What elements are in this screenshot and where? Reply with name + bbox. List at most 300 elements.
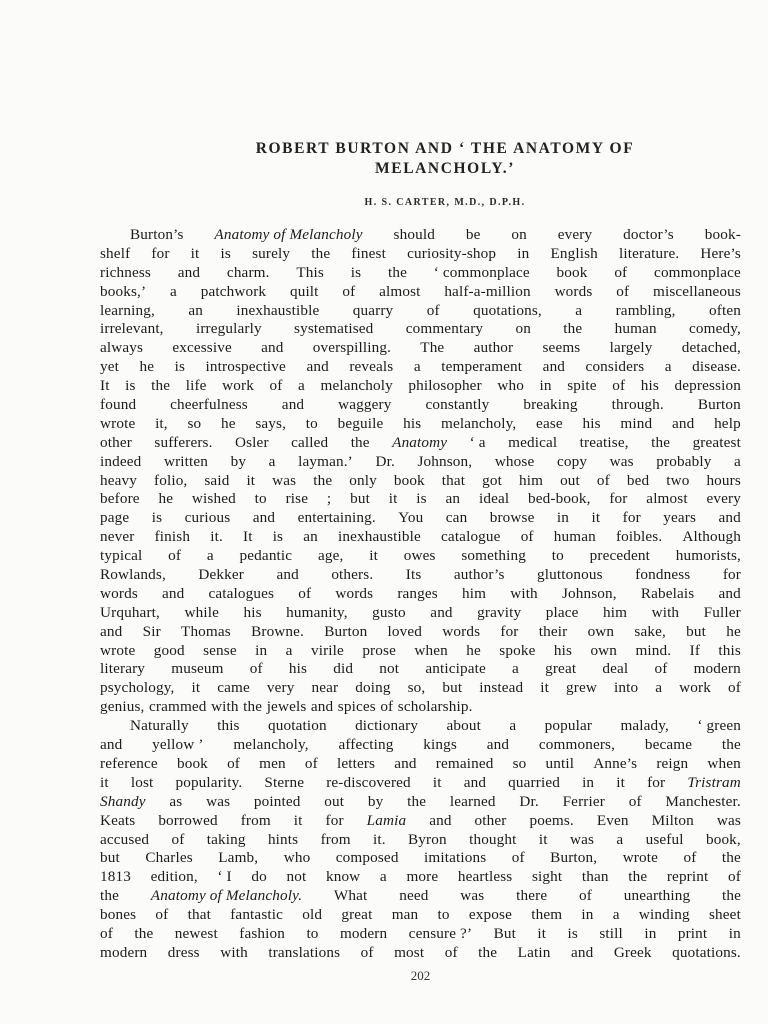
word: beguile (337, 414, 384, 432)
word: grew (566, 679, 597, 697)
word: got (482, 471, 503, 489)
word: taking (206, 830, 246, 848)
word: Urquhart, (100, 603, 160, 621)
word: for (609, 490, 628, 508)
word: of (628, 792, 642, 810)
word: gusto (372, 603, 406, 621)
word: fantastic (230, 906, 284, 924)
word: catalogue (441, 528, 501, 546)
word: the (134, 924, 154, 942)
word: of (579, 887, 592, 905)
text-line (100, 642, 741, 661)
word: who (283, 849, 311, 867)
word: two (666, 471, 690, 489)
word: systematised (294, 320, 374, 338)
word: in (728, 924, 741, 942)
word: quarry (352, 301, 394, 319)
word: sense (203, 641, 237, 659)
word: own (590, 641, 618, 659)
word: half-a-million (444, 282, 531, 300)
text-line (100, 453, 741, 472)
word: is (350, 263, 362, 281)
word: words (335, 584, 374, 602)
word: kings (423, 736, 457, 754)
word: ; (326, 490, 332, 508)
word: for (151, 244, 170, 262)
word: the (721, 887, 741, 905)
word: pointed (253, 792, 301, 810)
word: his (553, 641, 573, 659)
word: called (291, 433, 329, 451)
word: jewels (266, 698, 307, 716)
word: waggery (338, 396, 392, 414)
word: entertaining. (297, 509, 376, 527)
word: the (100, 887, 120, 905)
italic-word: Anatomy (392, 433, 448, 451)
word: and (671, 414, 695, 432)
word: ease (536, 414, 563, 432)
word: dictionary (355, 717, 419, 735)
word: virile (310, 641, 344, 659)
word: and (486, 736, 510, 754)
word: is (174, 358, 186, 376)
word: inexhaustible (337, 528, 421, 546)
word: was (569, 830, 595, 848)
word: him (519, 471, 544, 489)
word: but (686, 622, 707, 640)
word: the (350, 433, 370, 451)
word: inexhaustible (236, 301, 320, 319)
word: charm. (226, 263, 270, 281)
word: wished (191, 490, 236, 508)
word: so (512, 754, 527, 772)
word: quarried (508, 773, 560, 791)
article-title (100, 139, 768, 179)
word: browse (489, 509, 535, 527)
word: a (664, 358, 672, 376)
text-line (100, 698, 741, 717)
word: sake, (634, 622, 666, 640)
word: ‘ I (217, 868, 232, 886)
word: than (581, 868, 609, 886)
text-line (100, 660, 741, 679)
word: yet (100, 358, 120, 376)
word: temperament (441, 358, 523, 376)
word: the (721, 736, 741, 754)
word: indeed (100, 452, 142, 470)
word: 1813 (100, 868, 131, 886)
word: learning, (100, 301, 155, 319)
word: it (538, 830, 548, 848)
word: great (341, 906, 373, 924)
word: modern (693, 660, 741, 678)
word: bed-book, (528, 490, 591, 508)
word: from (320, 830, 351, 848)
word: popularity. (175, 773, 243, 791)
word: by (367, 792, 384, 810)
word: a (575, 301, 583, 319)
word: Thomas (181, 622, 231, 640)
word: the (311, 244, 331, 262)
word: deal (602, 660, 629, 678)
text-line (100, 528, 741, 547)
word: words (442, 622, 481, 640)
text-line (100, 358, 741, 377)
word: so, (407, 679, 426, 697)
word: modern (100, 943, 148, 961)
word: Ferrier (562, 792, 605, 810)
word: he (466, 641, 481, 659)
word: of (304, 754, 318, 772)
word: excessive (172, 339, 232, 357)
word: It (100, 377, 110, 395)
word: mind. (635, 641, 672, 659)
word: a (170, 282, 177, 300)
word: of (168, 547, 182, 565)
word: commoners, (538, 736, 616, 754)
word: sufferers. (154, 433, 213, 451)
word: ‘ commonplace (433, 263, 530, 281)
word: an (188, 301, 203, 319)
word: and (100, 736, 123, 754)
word: commonplace (654, 263, 741, 281)
italic-word: Lamia (366, 811, 407, 829)
word: it (369, 547, 378, 565)
word: largely (609, 339, 653, 357)
word: spite (567, 377, 597, 395)
word: work (679, 679, 711, 697)
text-line (100, 339, 741, 358)
word: can (445, 509, 468, 527)
word: it (246, 471, 256, 489)
word: for (325, 811, 344, 829)
word: other (474, 811, 507, 829)
word: detached, (681, 339, 741, 357)
word: often (709, 301, 741, 319)
word: it (540, 679, 550, 697)
word: Greek (613, 943, 652, 961)
word: greatest (692, 433, 741, 451)
word: This (296, 263, 324, 281)
word: the (721, 849, 741, 867)
word: the (628, 868, 648, 886)
word: a (734, 452, 741, 470)
word: fashion (239, 924, 286, 942)
word: genius, (100, 698, 145, 716)
text-line (100, 509, 741, 528)
word: own (587, 622, 615, 640)
word: comedy, (689, 320, 741, 338)
word: out (324, 792, 345, 810)
word: and (276, 566, 299, 584)
text-line (100, 264, 741, 283)
word: an (303, 528, 318, 546)
word: Sterne (264, 773, 305, 791)
word: book (556, 263, 588, 281)
word: of (298, 584, 312, 602)
word: the (407, 792, 427, 810)
word: surely (252, 244, 291, 262)
word: a (413, 358, 421, 376)
word: precedent (589, 547, 650, 565)
word: and (542, 358, 566, 376)
word: useful (645, 830, 684, 848)
word: loved (387, 622, 423, 640)
word: wrote (622, 849, 659, 867)
word: of (227, 754, 241, 772)
word: not (379, 660, 400, 678)
page-number: 202 (410, 968, 431, 983)
word: he (726, 622, 741, 640)
word: when (414, 641, 448, 659)
text-line (100, 377, 741, 396)
word: bones (100, 906, 137, 924)
word: thought (469, 830, 517, 848)
word: medical (508, 433, 558, 451)
word: book- (704, 226, 741, 243)
word: it (432, 773, 442, 791)
word: bed (626, 471, 650, 489)
word: curiosity-shop (407, 244, 497, 262)
word: Johnson, (417, 452, 473, 470)
word: something (461, 547, 526, 565)
word: author (473, 339, 514, 357)
word: before (100, 490, 140, 508)
word: most (394, 943, 425, 961)
word: but (442, 679, 463, 697)
word: rambling, (615, 301, 676, 319)
word: If (689, 641, 701, 659)
word: when (707, 754, 741, 772)
word: finest (351, 244, 386, 262)
word: Its (405, 566, 422, 584)
text-line (100, 226, 741, 245)
word: melancholy (320, 377, 393, 395)
word: it (190, 244, 200, 262)
word: as (169, 792, 183, 810)
word: a (206, 547, 214, 565)
word: affecting (338, 736, 394, 754)
text-line (100, 812, 741, 831)
word: him (603, 603, 628, 621)
word: every (706, 490, 741, 508)
word: winding (638, 906, 690, 924)
word: of (683, 849, 697, 867)
text-line (100, 944, 741, 963)
word: print (677, 924, 708, 942)
word: owes (403, 547, 436, 565)
word: Lamb, (218, 849, 259, 867)
word: not (286, 868, 307, 886)
word: other (100, 433, 132, 451)
word: quotations. (672, 943, 741, 961)
word: to (306, 924, 319, 942)
word: poems. (529, 811, 574, 829)
word: humorists, (675, 547, 741, 565)
text-line (100, 849, 741, 868)
word: Latin (517, 943, 551, 961)
word: of (380, 698, 394, 716)
word: and (718, 509, 741, 527)
word: men (259, 754, 286, 772)
word: to (551, 547, 564, 565)
word: it (293, 811, 303, 829)
word: melancholy, (441, 414, 517, 432)
word: words (100, 584, 138, 602)
word: Here’s (700, 244, 741, 262)
word: it. (210, 528, 223, 546)
word: literary (100, 660, 146, 678)
text-line (100, 887, 741, 906)
word: Naturally (130, 717, 189, 735)
word: in (581, 906, 594, 924)
word: heartless (457, 868, 513, 886)
word: ‘ green (697, 717, 741, 735)
word: the (563, 320, 583, 338)
word: in (556, 509, 570, 527)
text-line (100, 793, 741, 812)
word: wrote (100, 641, 136, 659)
word: need (399, 887, 429, 905)
word: literature. (619, 244, 680, 262)
word: of (342, 282, 356, 300)
word: he (221, 414, 236, 432)
word: for (722, 566, 741, 584)
text-line (100, 868, 741, 887)
word: and (100, 622, 123, 640)
word: about (446, 717, 481, 735)
word: breaking (523, 396, 578, 414)
word: man (391, 906, 419, 924)
word: but (350, 490, 370, 508)
word: Even (596, 811, 629, 829)
word: re-discovered (326, 773, 411, 791)
word: Keats (100, 811, 136, 829)
word: hours (706, 471, 741, 489)
word: fondness (635, 566, 691, 584)
word: ranges (397, 584, 438, 602)
word: should (393, 226, 435, 243)
word: through. (611, 396, 664, 414)
word: the (151, 377, 171, 395)
word: books,’ (100, 282, 147, 300)
word: book (393, 471, 425, 489)
text-line (100, 245, 741, 264)
word: a (512, 660, 519, 678)
word: near (311, 679, 339, 697)
word: do (251, 868, 267, 886)
word: You (398, 509, 424, 527)
text-line (100, 434, 741, 453)
article-title-line-2: MELANCHOLY.’ (375, 160, 515, 177)
word: malady, (620, 717, 669, 735)
word: and (261, 339, 284, 357)
word: his (243, 603, 262, 621)
word: whose (494, 452, 535, 470)
article-title-line-1: ROBERT BURTON AND ‘ THE ANATOMY OF (255, 140, 635, 157)
word: page (100, 509, 130, 527)
word: of (616, 282, 630, 300)
word: a (509, 717, 517, 735)
word: is (220, 244, 231, 262)
word: and (306, 358, 329, 376)
word: he (158, 490, 174, 508)
word: this (217, 717, 240, 735)
word: to (254, 490, 267, 508)
word: miscellaneous (652, 282, 741, 300)
word: on (511, 226, 527, 243)
word: Burton (697, 396, 741, 414)
word: gluttonous (537, 566, 603, 584)
article-body (100, 226, 741, 963)
word: yellow ’ (152, 736, 204, 754)
word: the (243, 698, 263, 716)
word: and (718, 584, 741, 602)
text-line (100, 547, 741, 566)
word: quotations, (473, 301, 542, 319)
word: is (151, 509, 163, 527)
word: of (100, 924, 113, 942)
word: it. (373, 830, 386, 848)
word: a (616, 830, 624, 848)
word: depression (674, 377, 741, 395)
word: seems (542, 339, 581, 357)
word: his (640, 377, 659, 395)
word: composed (335, 849, 399, 867)
word: until (545, 754, 575, 772)
word: never (100, 528, 135, 546)
word: of (269, 377, 283, 395)
word: the (651, 433, 671, 451)
word: and (570, 943, 594, 961)
word: and (310, 698, 334, 716)
word: the (478, 943, 498, 961)
word: of (654, 660, 668, 678)
word: Dekker (198, 566, 244, 584)
word: for (622, 509, 641, 527)
word: learned (449, 792, 496, 810)
word: him (462, 584, 487, 602)
word: that (187, 906, 211, 924)
word: know (325, 868, 361, 886)
word: and (394, 754, 417, 772)
word: with (211, 698, 239, 716)
word: and (429, 811, 452, 829)
word: Dr. (375, 452, 395, 470)
word: doctor’s (623, 226, 674, 243)
word: sheet (708, 906, 741, 924)
word: did (333, 660, 354, 678)
word: typical (100, 547, 143, 565)
word: gravity (477, 603, 522, 621)
word: spices (337, 698, 376, 716)
word: Fuller (703, 603, 741, 621)
text-line (100, 906, 741, 925)
text-line (100, 755, 741, 774)
word: overspilling. (312, 339, 392, 357)
word: and (177, 263, 201, 281)
word: is (567, 924, 578, 942)
word: this (718, 641, 741, 659)
word: edition, (150, 868, 198, 886)
word: introspective (205, 358, 286, 376)
word: it (388, 490, 398, 508)
word: by (230, 452, 247, 470)
word: translations (268, 943, 341, 961)
word: of (612, 377, 626, 395)
word: popular (544, 717, 593, 735)
word: of (444, 943, 458, 961)
